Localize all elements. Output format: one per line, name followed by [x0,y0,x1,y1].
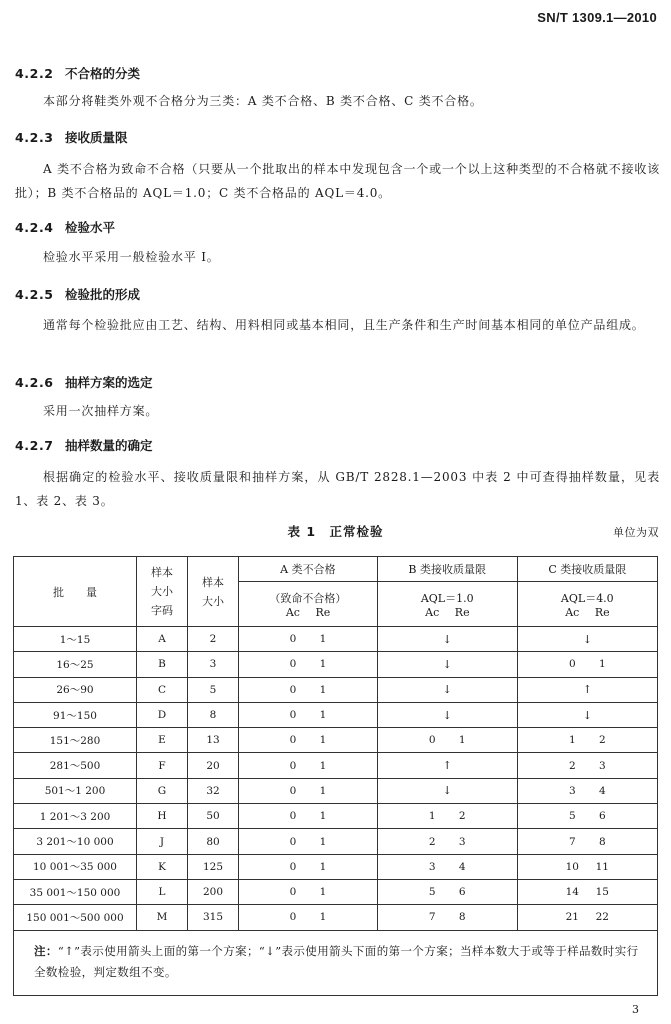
a-class-ac-re: 0 1 [239,905,378,930]
code-letter: G [137,778,188,803]
header-sample-size: 样本 大小 [188,557,239,627]
c-class-ac-re [517,677,657,702]
table-row [14,753,658,778]
c-class-ac-re: 21 22 [517,905,657,930]
c-class-ac-re [517,627,657,652]
table-row [14,677,658,702]
batch-range: 10 001～35 000 [14,854,137,879]
arrow-down-icon: ↓ [442,657,452,671]
header-a-sub: （致命不合格） Ac Re [239,582,378,627]
arrow-down-icon: ↓ [582,708,592,722]
code-letter: E [137,728,188,753]
sample-size: 32 [188,778,239,803]
header-c-sub: AQL＝4.0 Ac Re [517,582,657,627]
batch-range: 16～25 [14,652,137,677]
batch-range: 151～280 [14,728,137,753]
section-heading: 4.2.6 抽样方案的选定 [15,375,153,390]
header-batch: 批 量 [14,557,137,627]
arrow-down-icon: ↓ [442,784,452,798]
section-heading: 4.2.3 接收质量限 [15,130,128,145]
table-row [14,652,658,677]
table-row [14,702,658,727]
arrow-down-icon: ↓ [442,683,452,697]
c-class-ac-re: 3 4 [517,778,657,803]
table-row [14,905,658,930]
code-letter: J [137,829,188,854]
code-letter: K [137,854,188,879]
section-heading: 4.2.2 不合格的分类 [15,66,141,81]
sample-size: 50 [188,804,239,829]
table-row [14,728,658,753]
section-paragraph: 根据确定的检验水平、接收质量限和抽样方案，从 GB/T 2828.1—2003 中表 2 中可查得抽样数量，见表 1、表 2、表 3。 [15,470,660,508]
section-heading: 4.2.4 检验水平 [15,220,116,235]
a-class-ac-re: 0 1 [239,728,378,753]
c-class-ac-re: 5 6 [517,804,657,829]
section-paragraph: 采用一次抽样方案。 [43,404,159,418]
c-class-ac-re [517,702,657,727]
sample-size: 3 [188,652,239,677]
sample-size: 13 [188,728,239,753]
table-caption: 表 1 正常检验 [287,524,384,539]
table-row [14,854,658,879]
code-letter: D [137,702,188,727]
header-c-title: C 类接收质量限 [517,557,657,582]
page-number: 3 [632,1003,639,1016]
section-paragraph: 本部分将鞋类外观不合格分为三类：A 类不合格、B 类不合格、C 类不合格。 [43,94,483,108]
header-code-letter: 样本 大小 字码 [137,557,188,627]
a-class-ac-re: 0 1 [239,778,378,803]
batch-range: 3 201～10 000 [14,829,137,854]
b-class-ac-re: 1 2 [377,804,517,829]
table-unit: 单位为双 [613,526,659,539]
arrow-down-icon: ↓ [442,632,452,646]
a-class-ac-re: 0 1 [239,804,378,829]
a-class-ac-re: 0 1 [239,753,378,778]
batch-range: 150 001～500 000 [14,905,137,930]
section-paragraph: A 类不合格为致命不合格（只要从一个批取出的样本中发现包含一个或一个以上这种类型的不合格就不接收该批）；B 类不合格品的 AQL＝1.0；C 类不合格品的 AQL＝4.0。 [15,162,660,200]
header-b-sub: AQL＝1.0 Ac Re [377,582,517,627]
a-class-ac-re: 0 1 [239,627,378,652]
header-b-title: B 类接收质量限 [377,557,517,582]
code-letter: H [137,804,188,829]
c-class-ac-re: 7 8 [517,829,657,854]
section-heading: 4.2.5 检验批的形成 [15,287,141,302]
arrow-up-icon: ↑ [582,683,592,697]
batch-range: 281～500 [14,753,137,778]
arrow-down-icon: ↓ [442,708,452,722]
sample-size: 200 [188,879,239,904]
code-letter: M [137,905,188,930]
a-class-ac-re: 0 1 [239,677,378,702]
sample-size: 5 [188,677,239,702]
table-note: 注：“↑”表示使用箭头上面的第一个方案；“↓”表示使用箭头下面的第一个方案；当样本数大于或等于样品数时实行全数检验，判定数组不变。 [14,930,658,995]
code-letter: L [137,879,188,904]
b-class-ac-re [377,702,517,727]
batch-range: 35 001～150 000 [14,879,137,904]
table-row [14,627,658,652]
sample-size: 125 [188,854,239,879]
c-class-ac-re: 1 2 [517,728,657,753]
table-row [14,778,658,803]
code-letter: F [137,753,188,778]
c-class-ac-re: 10 11 [517,854,657,879]
table-row [14,804,658,829]
a-class-ac-re: 0 1 [239,652,378,677]
c-class-ac-re: 14 15 [517,879,657,904]
code-letter: A [137,627,188,652]
section-paragraph: 检验水平采用一般检验水平 I。 [43,250,220,264]
sample-size: 2 [188,627,239,652]
section-heading: 4.2.7 抽样数量的确定 [15,438,153,453]
header-a-title: A 类不合格 [239,557,378,582]
sample-size: 315 [188,905,239,930]
b-class-ac-re: 3 4 [377,854,517,879]
a-class-ac-re: 0 1 [239,879,378,904]
sampling-table [13,556,658,996]
batch-range: 26～90 [14,677,137,702]
b-class-ac-re [377,652,517,677]
b-class-ac-re: 5 6 [377,879,517,904]
b-class-ac-re [377,627,517,652]
section-paragraph: 通常每个检验批应由工艺、结构、用料相同或基本相同，且生产条件和生产时间基本相同的单位产品组成。 [43,318,645,332]
b-class-ac-re: 7 8 [377,905,517,930]
arrow-down-icon: ↓ [582,632,592,646]
arrow-up-icon: ↑ [442,759,452,773]
a-class-ac-re: 0 1 [239,829,378,854]
standard-number-header: SN/T 1309.1—2010 [537,10,657,25]
b-class-ac-re: 0 1 [377,728,517,753]
a-class-ac-re: 0 1 [239,702,378,727]
sample-size: 80 [188,829,239,854]
batch-range: 501～1 200 [14,778,137,803]
sample-size: 8 [188,702,239,727]
b-class-ac-re [377,778,517,803]
a-class-ac-re: 0 1 [239,854,378,879]
batch-range: 91～150 [14,702,137,727]
table-row [14,829,658,854]
batch-range: 1～15 [14,627,137,652]
code-letter: B [137,652,188,677]
code-letter: C [137,677,188,702]
batch-range: 1 201～3 200 [14,804,137,829]
b-class-ac-re [377,677,517,702]
c-class-ac-re: 0 1 [517,652,657,677]
c-class-ac-re: 2 3 [517,753,657,778]
table-row [14,879,658,904]
b-class-ac-re [377,753,517,778]
b-class-ac-re: 2 3 [377,829,517,854]
sample-size: 20 [188,753,239,778]
